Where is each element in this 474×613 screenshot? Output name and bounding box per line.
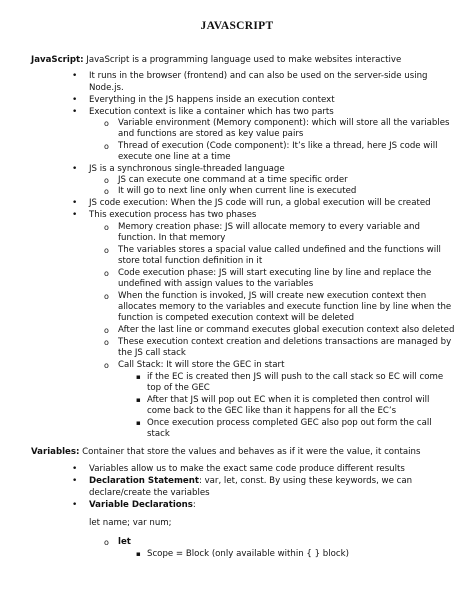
- bullet-square-icon: ▪: [136, 373, 141, 381]
- sub-list-item: Thread of execution (Code component): It’s like a thread, here JS code will: [118, 141, 438, 151]
- bullet-disc-icon: •: [72, 500, 78, 510]
- bullet-circle-icon: o: [104, 246, 109, 255]
- intro-paragraph: [31, 55, 401, 66]
- sub-list-item: These execution context creation and deletions transactions are managed by: [118, 337, 452, 347]
- sub-list-item-continuation: the JS call stack: [118, 348, 186, 358]
- sub-list-item-continuation: function. In that memory: [118, 233, 226, 243]
- bullet-square-icon: ▪: [136, 550, 141, 558]
- nested-list-item-continuation: top of the GEC: [147, 383, 210, 393]
- sub-list-item: Code execution phase: JS will start executing line by line and replace the: [118, 268, 432, 278]
- sub-list-item: Call Stack: It will store the GEC in start: [118, 360, 285, 370]
- list-item-continuation: Node.js.: [89, 83, 124, 93]
- variables-label: Variables:: [31, 447, 80, 457]
- sub-list-item: Memory creation phase: JS will allocate memory to every variable and: [118, 222, 420, 232]
- bullet-circle-icon: o: [104, 119, 109, 128]
- bullet-circle-icon: o: [104, 142, 109, 151]
- nested-list-item-continuation: come back to the GEC like than it happens for all the EC’s: [147, 406, 397, 416]
- bullet-disc-icon: •: [72, 71, 78, 81]
- sub-list-item-continuation: store total function definition in it: [118, 256, 263, 266]
- variables-text: Container that store the values and behaves as if it were the value, it contains: [79, 447, 421, 457]
- bullet-circle-icon: o: [104, 326, 109, 335]
- declaration-label: Declaration Statement: [89, 476, 199, 486]
- variable-declarations-label: Variable Declarations: [89, 500, 193, 510]
- sub-list-item: When the function is invoked, JS will create new execution context then: [118, 291, 427, 301]
- bullet-disc-icon: •: [72, 198, 78, 208]
- bullet-disc-icon: •: [72, 164, 78, 174]
- bullet-circle-icon: o: [104, 269, 109, 278]
- sub-list-item: After the last line or command executes global execution context also deleted: [118, 325, 455, 335]
- bullet-circle-icon: o: [104, 361, 109, 370]
- list-item: This execution process has two phases: [89, 210, 257, 220]
- list-item: [89, 500, 196, 511]
- nested-list-item: Scope = Block (only available within { } block): [147, 549, 349, 559]
- sub-list-item-continuation: function is competed execution context will be deleted: [118, 313, 355, 323]
- bullet-disc-icon: •: [72, 464, 78, 474]
- nested-list-item-continuation: stack: [147, 429, 170, 439]
- page-title: JAVASCRIPT: [200, 20, 274, 32]
- nested-list-item: if the EC is created then JS will push to the call stack so EC will come: [147, 372, 444, 382]
- list-item: It runs in the browser (frontend) and can also be used on the server-side using: [89, 71, 428, 81]
- sub-list-item: JS can execute one command at a time specific order: [118, 175, 348, 185]
- variable-declarations-colon: :: [192, 500, 196, 510]
- bullet-disc-icon: •: [72, 95, 78, 105]
- sub-list-item-continuation: allocates memory to the variables and execute function line by line when the: [118, 302, 452, 312]
- sub-list-item: The variables stores a spacial value called undefined and the functions will: [118, 245, 441, 255]
- list-item: [89, 476, 412, 487]
- nested-list-item: Once execution process completed GEC also pop out form the call: [147, 418, 432, 428]
- bullet-circle-icon: o: [104, 292, 109, 301]
- let-heading: let: [118, 537, 131, 547]
- list-item: Execution context is like a container which has two parts: [89, 107, 334, 117]
- bullet-disc-icon: •: [72, 107, 78, 117]
- sub-list-item-continuation: undefined with assign values to the variables: [118, 279, 314, 289]
- nested-list-item: After that JS will pop out EC when it is completed then control will: [147, 395, 430, 405]
- bullet-circle-icon: o: [104, 338, 109, 347]
- variables-paragraph: [31, 447, 420, 458]
- sub-list-item-continuation: execute one line at a time: [118, 152, 231, 162]
- bullet-circle-icon: o: [104, 176, 109, 185]
- bullet-square-icon: ▪: [136, 396, 141, 404]
- sub-list-item-continuation: and functions are stored as key value pairs: [118, 129, 304, 139]
- bullet-circle-icon: o: [104, 223, 109, 232]
- sub-list-item: Variable environment (Memory component): which will store all the variables: [118, 118, 450, 128]
- bullet-square-icon: ▪: [136, 419, 141, 427]
- list-item: Variables allow us to make the exact same code produce different results: [89, 464, 405, 474]
- bullet-disc-icon: •: [72, 476, 78, 486]
- declaration-text: : var, let, const. By using these keywords, we can: [198, 476, 413, 486]
- list-item: JS is a synchronous single-threaded language: [89, 164, 285, 174]
- list-item: Everything in the JS happens inside an execution context: [89, 95, 335, 105]
- list-item: JS code execution: When the JS code will run, a global execution will be created: [89, 198, 431, 208]
- bullet-circle-icon: o: [104, 187, 109, 196]
- bullet-circle-icon: o: [104, 538, 109, 547]
- intro-text: JavaScript is a programming language used to make websites interactive: [83, 55, 402, 65]
- bullet-disc-icon: •: [72, 210, 78, 220]
- intro-label: JavaScript:: [31, 55, 84, 65]
- list-item-continuation: declare/create the variables: [89, 488, 210, 498]
- code-example: let name; var num;: [89, 518, 172, 528]
- sub-list-item: It will go to next line only when current line is executed: [118, 186, 357, 196]
